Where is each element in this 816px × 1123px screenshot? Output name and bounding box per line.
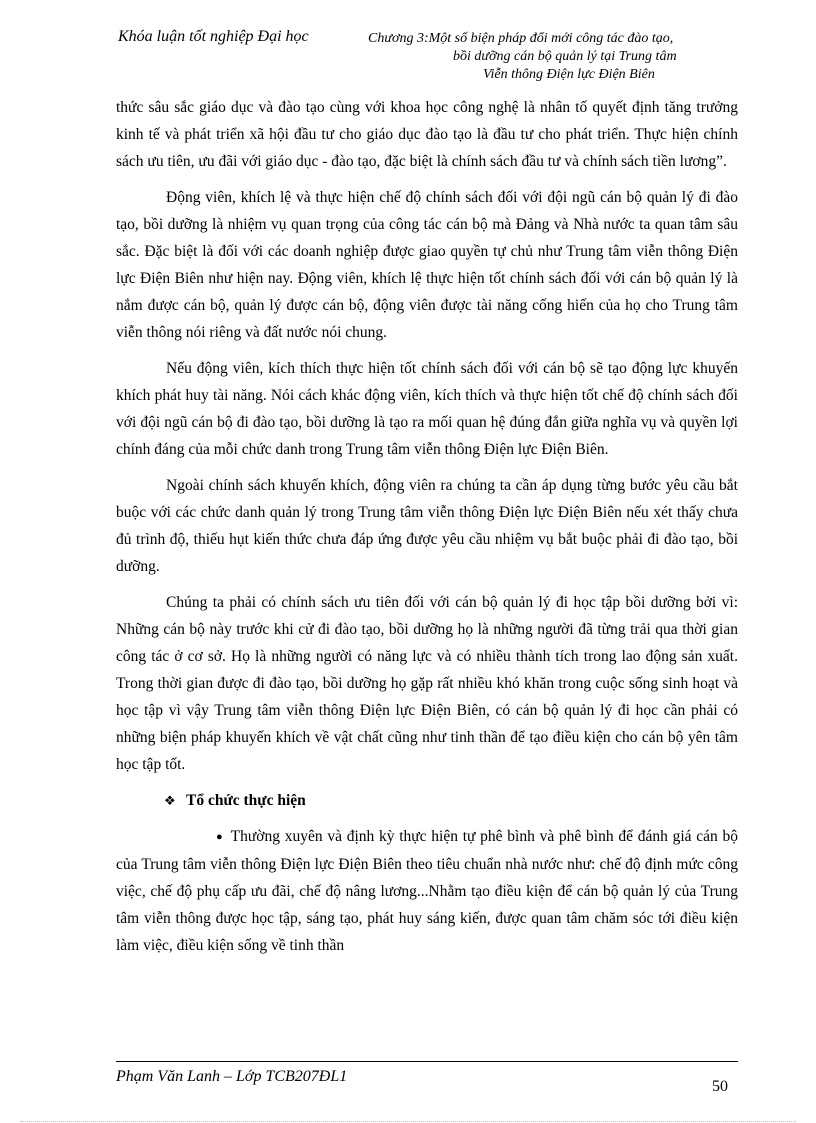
paragraph: Ngoài chính sách khuyến khích, động viên ra chúng ta cần áp dụng từng bước yêu cầu bắt buộc với các chức danh quản lý trong Trung tâm viễn thông Điện lực Điện Biên nếu xét thấy chưa đủ trình độ, thiếu hụt kiến thức chưa đáp ứng được yêu cầu nhiệm vụ bắt buộc phải đi đào tạo, bồi dưỡng.: [116, 477, 738, 575]
paragraph: Nếu động viên, kích thích thực hiện tốt chính sách đối với cán bộ sẽ tạo động lực khuyến khích phát huy tài năng. Nói cách khác động viên, kích thích và thực hiện tốt chế độ chính sách đối với đội ngũ cán bộ đi đào tạo, bồi dưỡng là tạo ra mối quan hệ đúng đắn giữa nghĩa vụ và quyền lợi chính đáng của mỗi chức danh trong Trung tâm viễn thông Điện lực Điện Biên.: [116, 360, 738, 458]
header-chapter-line-2: bồi dưỡng cán bộ quản lý tại Trung tâm: [453, 49, 677, 64]
footer-divider: [116, 1061, 738, 1062]
paragraph: Chúng ta phải có chính sách ưu tiên đối với cán bộ quản lý đi học tập bồi dưỡng bởi vì: Những cán bộ này trước khi cử đi đào tạo, bồi dưỡng họ là những người đã từng trải qua thời gian công tác ở cơ sở. Họ là những người có năng lực và có nhiều thành tích trong lao động sản xuất. Trong thời gian được đi đào tạo, bồi dưỡng họ gặp rất nhiều khó khăn trong cuộc sống sinh hoạt và học tập vì vậy Trung tâm viễn thông Điện lực Điện Biên, có cán bộ quản lý đi học cần phải có những biện pháp khuyến khích về vật chất cũng như tinh thần để tạo điều kiện cho cán bộ yên tâm học tập tốt.: [116, 594, 738, 773]
header-chapter-line-1: Chương 3:Một số biện pháp đổi mới công tác đào tạo,: [368, 31, 674, 46]
paragraph: Động viên, khích lệ và thực hiện chế độ chính sách đối với đội ngũ cán bộ quản lý đi đào tạo, bồi dưỡng là nhiệm vụ quan trọng của công tác cán bộ mà Đảng và Nhà nước ta quan tâm sâu sắc. Đặc biệt là đối với các doanh nghiệp được giao quyền tự chủ như Trung tâm viễn thông Điện lực Điện Biên như hiện nay. Động viên, khích lệ thực hiện tốt chính sách đối với cán bộ quản lý là nắm được cán bộ, quản lý được cán bộ, động viên được tài năng cống hiến của họ cho Trung tâm viễn thông nói riêng và đất nước nói chung.: [116, 189, 738, 341]
header-chapter-title: [368, 30, 748, 84]
bullet-paragraph-text: Thường xuyên và định kỳ thực hiện tự phê bình và phê bình để đánh giá cán bộ của Trung tâm viễn thông Điện lực Điện Biên theo tiêu chuẩn nhà nước như: chế độ định mức công việc, chế độ phụ cấp ưu đãi, chế độ nâng lương...Nhằm tạo điều kiện để cán bộ quản lý của Trung tâm viễn thông được học tập, sáng tạo, phát huy sáng kiến, được quan tâm chăm sóc tới điều kiện làm việc, điều kiện sống về tinh thần: [116, 828, 738, 954]
header-chapter-line-3: Viễn thông Điện lực Điện Biên: [483, 67, 655, 82]
section-heading-text: Tổ chức thực hiện: [186, 792, 306, 809]
page-number: 50: [712, 1078, 728, 1095]
header-thesis-title: Khóa luận tốt nghiệp Đại học: [118, 28, 309, 45]
section-heading: [116, 787, 738, 814]
diamond-bullet-icon: ❖: [164, 793, 176, 808]
footer-author: Phạm Văn Lanh – Lớp TCB207ĐL1: [116, 1068, 348, 1085]
document-body: [116, 94, 738, 968]
bullet-icon: ●: [216, 831, 223, 843]
page-edge: [20, 1121, 796, 1122]
bullet-paragraph: [116, 823, 738, 959]
paragraph-continued: thức sâu sắc giáo dục và đào tạo cùng với khoa học công nghệ là nhân tố quyết định tăng trưởng kinh tế và phát triển xã hội đầu tư cho giáo dục đào tạo là đầu tư cho phát triển. Thực hiện chính sách ưu tiên, ưu đãi với giáo dục - đào tạo, đặc biệt là chính sách đầu tư và chính sách tiền lương”.: [116, 99, 738, 170]
